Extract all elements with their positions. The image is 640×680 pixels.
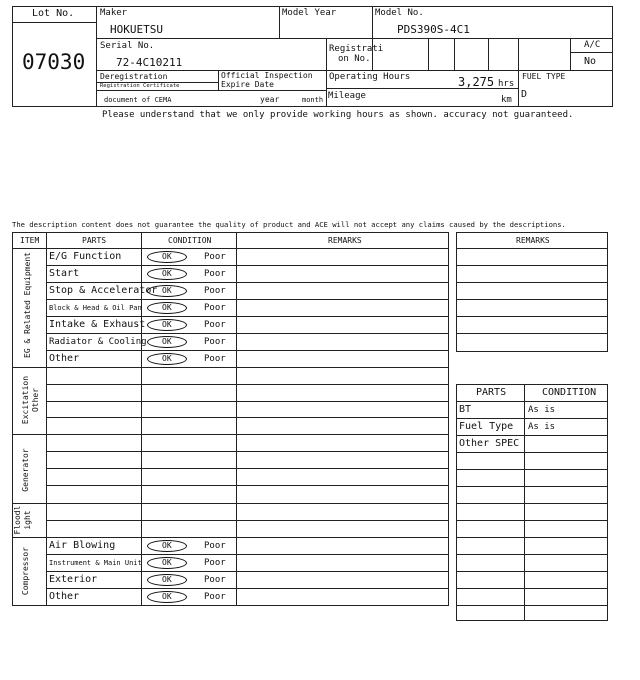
condition-header: CONDITION — [168, 236, 212, 245]
table-row-line — [46, 571, 449, 572]
compressor-row-part: Air Blowing — [49, 540, 116, 551]
table-row-line — [46, 451, 449, 452]
poor-label: Poor — [204, 541, 226, 551]
side-row-line — [456, 571, 608, 572]
fuel-type-label: FUEL TYPE — [522, 72, 566, 81]
ok-label: OK — [162, 252, 172, 261]
lot-label: Lot No. — [32, 8, 75, 19]
compressor-row-part: Exterior — [49, 574, 98, 585]
disclaimer: The description content does not guarantee the quality of product and ACE will not accept any claims caused by the descriptions. — [12, 220, 566, 229]
side-part-bt: BT — [459, 404, 472, 415]
section-excitation-label-2: Other — [31, 387, 40, 413]
operating-hours-label: Operating Hours — [329, 72, 411, 82]
table-row-line — [46, 282, 449, 283]
compressor-row-part: Other — [49, 591, 80, 602]
ok-label: OK — [162, 592, 172, 601]
table-row-line — [46, 401, 449, 402]
remarks-header: REMARKS — [328, 236, 362, 245]
poor-label: Poor — [204, 303, 226, 313]
side-row-line — [456, 401, 608, 402]
eg-row-part: E/G Function — [49, 251, 122, 262]
ok-label: OK — [162, 303, 172, 312]
ok-label: OK — [162, 269, 172, 278]
section-excitation-label: Excitation — [21, 375, 30, 425]
section-eg-label: EG & Related Equipment — [23, 252, 32, 358]
side-row-line — [456, 537, 608, 538]
ok-label: OK — [162, 286, 172, 295]
poor-label: Poor — [204, 592, 226, 602]
month-label: month — [302, 96, 324, 104]
side-condition-bt: As is — [528, 405, 556, 415]
eg-row-part: Other — [49, 353, 80, 364]
poor-label: Poor — [204, 575, 226, 585]
right-remarks-header: REMARKS — [516, 236, 550, 245]
ok-label: OK — [162, 320, 172, 329]
hours-notice: Please understand that we only provide working hours as shown. accuracy not guaranteed. — [102, 110, 574, 120]
poor-label: Poor — [204, 269, 226, 279]
table-row-line — [46, 485, 449, 486]
parts-header: PARTS — [82, 236, 107, 245]
poor-label: Poor — [204, 354, 226, 364]
ok-label: OK — [162, 337, 172, 346]
poor-label: Poor — [204, 320, 226, 330]
item-header: ITEM — [20, 236, 40, 245]
model-no-value: PDS390S-4C1 — [397, 23, 470, 36]
ac-value: No — [584, 56, 597, 67]
ok-label: OK — [162, 354, 172, 363]
eg-row-part: Block & Head & Oil Pan — [49, 304, 142, 312]
serial-label: Serial No. — [100, 41, 155, 51]
inspection-label-2: Expire Date — [221, 80, 274, 89]
ok-label: OK — [162, 541, 172, 550]
right-remarks-table — [456, 232, 608, 352]
side-row-line — [456, 588, 608, 589]
inspection-label: Official Inspection — [221, 71, 313, 80]
ok-label: OK — [162, 575, 172, 584]
eg-row-part: Radiator & Cooling — [49, 337, 147, 347]
registration-label: Registrati — [329, 44, 384, 54]
serial-value: 72-4C10211 — [116, 56, 183, 69]
section-floodlight-label-2: ight — [23, 510, 32, 530]
ok-label: OK — [162, 558, 172, 567]
deregistration-label: Deregistration — [100, 72, 168, 81]
side-part-fuel-type: Fuel Type — [459, 421, 514, 432]
section-floodlight-label: Floodl — [13, 505, 22, 535]
compressor-row-part: Instrument & Main Unit — [49, 559, 142, 567]
maker-label: Maker — [100, 8, 128, 18]
side-row-line — [456, 452, 608, 453]
side-row-line — [456, 418, 608, 419]
side-condition-fuel-type: As is — [528, 422, 556, 432]
eg-row-part: Stop & Accelerator — [49, 285, 158, 296]
operating-hours-value: 3,275 — [458, 75, 495, 89]
side-row-line — [456, 469, 608, 470]
table-row-line — [46, 333, 449, 334]
poor-label: Poor — [204, 286, 226, 296]
table-row-line — [46, 350, 449, 351]
side-part-other-spec: Other SPEC — [459, 438, 520, 449]
km-unit: km — [501, 95, 512, 105]
table-row-line — [46, 468, 449, 469]
table-row-line — [46, 554, 449, 555]
fuel-type-value: D — [521, 89, 528, 100]
side-row-line — [456, 486, 608, 487]
table-row-line — [46, 299, 449, 300]
mileage-label: Mileage — [328, 91, 366, 101]
table-row-line — [46, 520, 449, 521]
poor-label: Poor — [204, 558, 226, 568]
side-row-line — [456, 435, 608, 436]
table-row-line — [46, 265, 449, 266]
poor-label: Poor — [204, 337, 226, 347]
year-label: year — [260, 95, 280, 104]
table-row-line — [46, 316, 449, 317]
eg-row-part: Intake & Exhaust — [49, 319, 146, 330]
side-row-line — [456, 554, 608, 555]
table-row-line — [46, 588, 449, 589]
poor-label: Poor — [204, 252, 226, 262]
model-no-label: Model No. — [375, 8, 424, 18]
maker-value: HOKUETSU — [110, 23, 163, 36]
eg-row-part: Start — [49, 268, 80, 279]
table-row-line — [46, 417, 449, 418]
side-row-line — [456, 605, 608, 606]
ac-label: A/C — [584, 40, 601, 50]
section-compressor-label: Compressor — [21, 546, 30, 596]
side-condition-header: CONDITION — [542, 387, 597, 398]
side-row-line — [456, 520, 608, 521]
lot-value: 07030 — [22, 50, 86, 74]
registration-cert-label: Registration Certificate — [100, 83, 180, 89]
model-year-label: Model Year — [282, 8, 337, 18]
cema-label: document of CEMA — [104, 96, 172, 104]
section-generator-label: Generator — [21, 448, 30, 492]
side-parts-header: PARTS — [476, 387, 507, 398]
side-row-line — [456, 503, 608, 504]
table-row-line — [46, 384, 449, 385]
registration-label-2: on No. — [338, 54, 371, 64]
hours-unit: hrs — [498, 79, 515, 89]
